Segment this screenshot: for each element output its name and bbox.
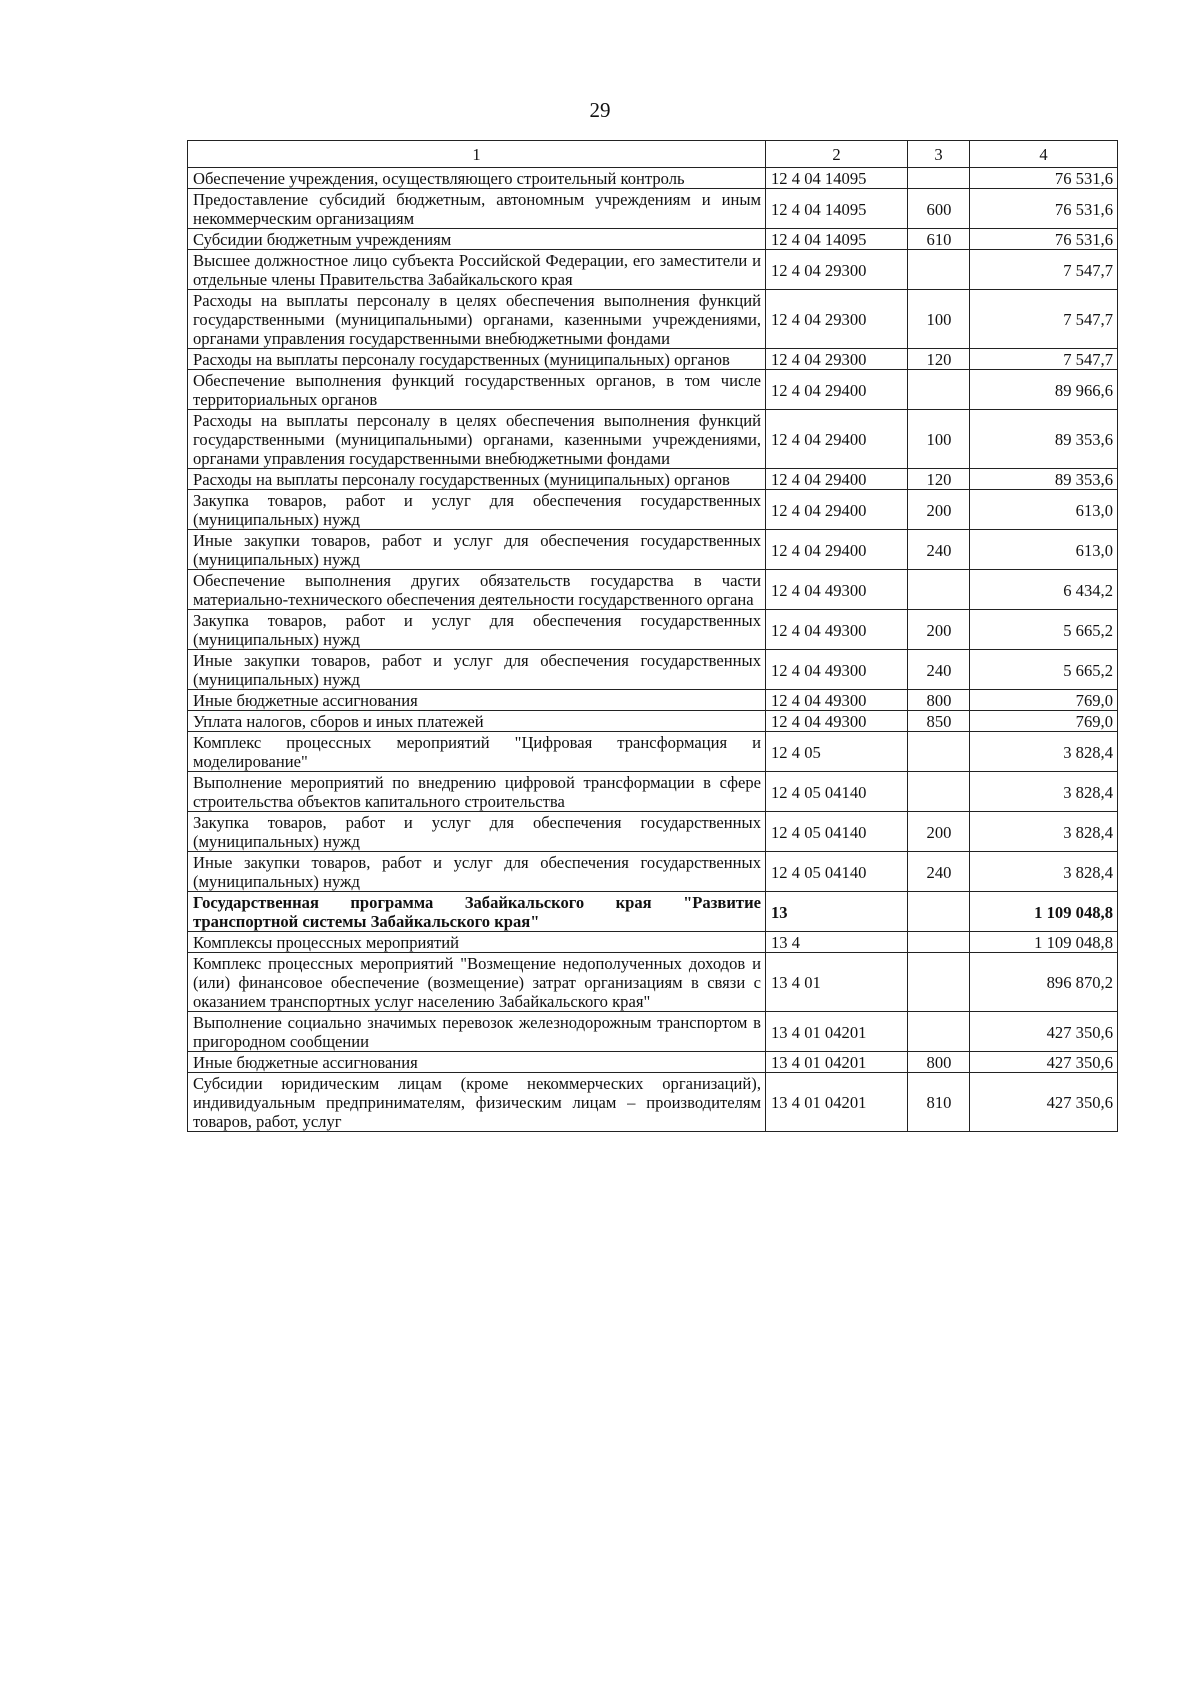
row-sum-cell: 427 350,6 [970, 1073, 1118, 1132]
row-sum-cell: 427 350,6 [970, 1052, 1118, 1073]
row-expense-type-cell [908, 892, 970, 932]
row-sum-cell: 5 665,2 [970, 650, 1118, 690]
row-name-cell: Закупка товаров, работ и услуг для обеспечения государственных (муниципальных) нужд [188, 610, 766, 650]
row-name-cell: Расходы на выплаты персоналу в целях обеспечения выполнения функций государственными (муниципальными) органами, казенными учреждениями, органами управления государственными внебюджетными фондами [188, 410, 766, 469]
row-code-cell: 13 4 01 04201 [766, 1012, 908, 1052]
table-row [188, 650, 1118, 690]
table-row [188, 370, 1118, 410]
row-sum-cell: 3 828,4 [970, 732, 1118, 772]
table-row [188, 953, 1118, 1012]
row-expense-type-cell [908, 932, 970, 953]
row-name-cell: Комплекс процессных мероприятий "Возмещение недополученных доходов и (или) финансовое обеспечение (возмещение) затрат организациям в связи с оказанием транспортных услуг населению Забайкальского края" [188, 953, 766, 1012]
row-expense-type-cell [908, 370, 970, 410]
row-name-cell: Закупка товаров, работ и услуг для обеспечения государственных (муниципальных) нужд [188, 490, 766, 530]
table-row [188, 812, 1118, 852]
row-expense-type-cell: 200 [908, 490, 970, 530]
row-name-cell: Выполнение социально значимых перевозок железнодорожным транспортом в пригородном сообщении [188, 1012, 766, 1052]
row-name-cell: Расходы на выплаты персоналу государственных (муниципальных) органов [188, 469, 766, 490]
row-code-cell: 12 4 05 04140 [766, 812, 908, 852]
row-name-cell: Высшее должностное лицо субъекта Российской Федерации, его заместители и отдельные члены Правительства Забайкальского края [188, 250, 766, 290]
row-code-cell: 12 4 04 49300 [766, 610, 908, 650]
row-name-cell: Комплексы процессных мероприятий [188, 932, 766, 953]
column-header-code: 2 [766, 141, 908, 168]
row-code-cell: 13 4 [766, 932, 908, 953]
row-expense-type-cell [908, 250, 970, 290]
row-code-cell: 12 4 04 49300 [766, 570, 908, 610]
row-code-cell: 12 4 04 29300 [766, 349, 908, 370]
row-expense-type-cell [908, 953, 970, 1012]
row-name-cell: Закупка товаров, работ и услуг для обеспечения государственных (муниципальных) нужд [188, 812, 766, 852]
table-row [188, 690, 1118, 711]
table-row [188, 229, 1118, 250]
table-row [188, 290, 1118, 349]
row-expense-type-cell: 120 [908, 469, 970, 490]
row-name-cell: Иные бюджетные ассигнования [188, 690, 766, 711]
row-expense-type-cell: 200 [908, 812, 970, 852]
row-sum-cell: 1 109 048,8 [970, 932, 1118, 953]
row-name-cell: Субсидии юридическим лицам (кроме некоммерческих организаций), индивидуальным предпринимателям, физическим лицам – производителям товаров, работ, услуг [188, 1073, 766, 1132]
column-header-name: 1 [188, 141, 766, 168]
row-code-cell: 12 4 04 29300 [766, 290, 908, 349]
row-name-cell: Иные закупки товаров, работ и услуг для обеспечения государственных (муниципальных) нужд [188, 852, 766, 892]
row-code-cell: 12 4 04 29400 [766, 469, 908, 490]
row-name-cell: Уплата налогов, сборов и иных платежей [188, 711, 766, 732]
table-row [188, 892, 1118, 932]
row-name-cell: Иные закупки товаров, работ и услуг для обеспечения государственных (муниципальных) нужд [188, 530, 766, 570]
row-sum-cell: 769,0 [970, 711, 1118, 732]
row-name-cell: Иные бюджетные ассигнования [188, 1052, 766, 1073]
row-code-cell: 12 4 04 29400 [766, 530, 908, 570]
row-sum-cell: 89 353,6 [970, 469, 1118, 490]
table-body [188, 168, 1118, 1132]
row-code-cell: 12 4 05 04140 [766, 772, 908, 812]
table-row [188, 469, 1118, 490]
row-code-cell: 12 4 04 14095 [766, 168, 908, 189]
row-expense-type-cell: 800 [908, 690, 970, 711]
row-name-cell: Комплекс процессных мероприятий "Цифровая трансформация и моделирование" [188, 732, 766, 772]
row-code-cell: 12 4 04 14095 [766, 229, 908, 250]
row-expense-type-cell: 240 [908, 650, 970, 690]
table-row [188, 410, 1118, 469]
row-code-cell: 12 4 04 14095 [766, 189, 908, 229]
row-name-cell: Государственная программа Забайкальского края "Развитие транспортной системы Забайкальского края" [188, 892, 766, 932]
row-sum-cell: 89 353,6 [970, 410, 1118, 469]
row-expense-type-cell: 240 [908, 852, 970, 892]
row-sum-cell: 613,0 [970, 530, 1118, 570]
row-code-cell: 13 [766, 892, 908, 932]
row-code-cell: 13 4 01 04201 [766, 1052, 908, 1073]
row-expense-type-cell: 850 [908, 711, 970, 732]
row-name-cell: Обеспечение выполнения функций государственных органов, в том числе территориальных органов [188, 370, 766, 410]
row-sum-cell: 3 828,4 [970, 812, 1118, 852]
table-row [188, 610, 1118, 650]
row-expense-type-cell: 100 [908, 410, 970, 469]
table-row [188, 490, 1118, 530]
table-row [188, 932, 1118, 953]
row-expense-type-cell [908, 1012, 970, 1052]
row-code-cell: 12 4 04 29400 [766, 490, 908, 530]
row-name-cell: Субсидии бюджетным учреждениям [188, 229, 766, 250]
table-row [188, 570, 1118, 610]
row-name-cell: Иные закупки товаров, работ и услуг для обеспечения государственных (муниципальных) нужд [188, 650, 766, 690]
row-sum-cell: 769,0 [970, 690, 1118, 711]
table-row [188, 168, 1118, 189]
table-row [188, 349, 1118, 370]
row-name-cell: Обеспечение выполнения других обязательств государства в части материально-технического обеспечения деятельности государственного органа [188, 570, 766, 610]
row-code-cell: 12 4 05 04140 [766, 852, 908, 892]
row-sum-cell: 7 547,7 [970, 290, 1118, 349]
row-code-cell: 12 4 04 49300 [766, 690, 908, 711]
row-sum-cell: 7 547,7 [970, 250, 1118, 290]
row-expense-type-cell [908, 772, 970, 812]
row-expense-type-cell [908, 168, 970, 189]
row-expense-type-cell: 610 [908, 229, 970, 250]
row-sum-cell: 427 350,6 [970, 1012, 1118, 1052]
table-row [188, 1052, 1118, 1073]
row-expense-type-cell [908, 732, 970, 772]
table-row [188, 852, 1118, 892]
table-row [188, 189, 1118, 229]
row-sum-cell: 7 547,7 [970, 349, 1118, 370]
table-row [188, 250, 1118, 290]
row-expense-type-cell: 100 [908, 290, 970, 349]
table-row [188, 530, 1118, 570]
row-sum-cell: 76 531,6 [970, 229, 1118, 250]
row-name-cell: Расходы на выплаты персоналу в целях обеспечения выполнения функций государственными (муниципальными) органами, казенными учреждениями, органами управления государственными внебюджетными фондами [188, 290, 766, 349]
row-sum-cell: 896 870,2 [970, 953, 1118, 1012]
row-expense-type-cell: 810 [908, 1073, 970, 1132]
row-expense-type-cell: 240 [908, 530, 970, 570]
row-code-cell: 13 4 01 [766, 953, 908, 1012]
row-code-cell: 12 4 04 29400 [766, 410, 908, 469]
row-sum-cell: 613,0 [970, 490, 1118, 530]
row-sum-cell: 76 531,6 [970, 168, 1118, 189]
row-code-cell: 12 4 04 29400 [766, 370, 908, 410]
row-code-cell: 13 4 01 04201 [766, 1073, 908, 1132]
table-row [188, 732, 1118, 772]
budget-table [187, 140, 1118, 1132]
table-row [188, 1073, 1118, 1132]
page-number: 29 [589, 98, 611, 122]
row-code-cell: 12 4 04 49300 [766, 650, 908, 690]
table-row [188, 772, 1118, 812]
table-row [188, 711, 1118, 732]
row-sum-cell: 3 828,4 [970, 772, 1118, 812]
row-name-cell: Расходы на выплаты персоналу государственных (муниципальных) органов [188, 349, 766, 370]
table-header-row [188, 141, 1118, 168]
row-expense-type-cell: 800 [908, 1052, 970, 1073]
column-header-expense-type: 3 [908, 141, 970, 168]
row-sum-cell: 6 434,2 [970, 570, 1118, 610]
column-header-sum: 4 [970, 141, 1118, 168]
row-code-cell: 12 4 05 [766, 732, 908, 772]
row-sum-cell: 76 531,6 [970, 189, 1118, 229]
row-name-cell: Выполнение мероприятий по внедрению цифровой трансформации в сфере строительства объектов капитального строительства [188, 772, 766, 812]
row-sum-cell: 3 828,4 [970, 852, 1118, 892]
row-code-cell: 12 4 04 29300 [766, 250, 908, 290]
row-expense-type-cell [908, 570, 970, 610]
row-expense-type-cell: 120 [908, 349, 970, 370]
row-code-cell: 12 4 04 49300 [766, 711, 908, 732]
row-expense-type-cell: 600 [908, 189, 970, 229]
row-sum-cell: 1 109 048,8 [970, 892, 1118, 932]
row-expense-type-cell: 200 [908, 610, 970, 650]
row-name-cell: Предоставление субсидий бюджетным, автономным учреждениям и иным некоммерческим организациям [188, 189, 766, 229]
table-row [188, 1012, 1118, 1052]
row-sum-cell: 89 966,6 [970, 370, 1118, 410]
row-name-cell: Обеспечение учреждения, осуществляющего строительный контроль [188, 168, 766, 189]
row-sum-cell: 5 665,2 [970, 610, 1118, 650]
